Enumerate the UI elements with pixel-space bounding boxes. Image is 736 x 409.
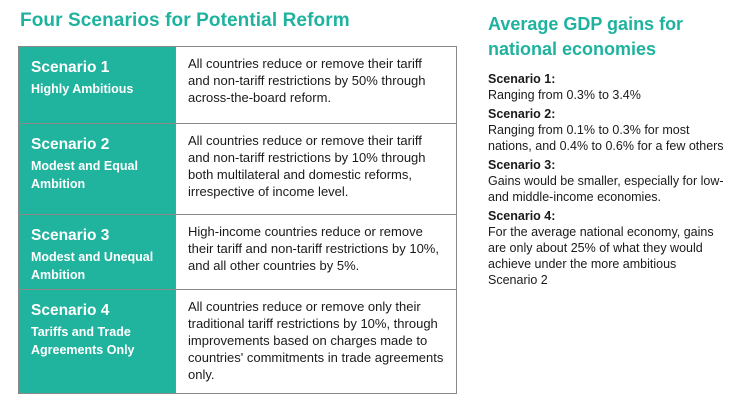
scenario-header-3: [19, 215, 175, 289]
scenarios-title: Four Scenarios for Potential Reform: [20, 10, 350, 31]
gain-label: Scenario 4:: [488, 209, 556, 223]
gain-label: Scenario 3:: [488, 158, 556, 172]
scenario-header-2: [19, 124, 175, 214]
scenarios-table: [18, 46, 457, 394]
gain-text: For the average national economy, gains are only about 25% of what they would achieve under the more ambitious Scenario 2: [488, 225, 714, 287]
gain-label: Scenario 2:: [488, 107, 556, 121]
gain-item-2: [488, 106, 728, 154]
scenario-description: All countries reduce or remove their tariff and non-tariff restrictions by 10% through both multilateral and domestic reforms, irrespective of income level.: [175, 124, 456, 214]
scenario-description: All countries reduce or remove their tariff and non-tariff restrictions by 50% through across-the-board reform.: [175, 47, 456, 123]
gdp-gains-title: Average GDP gains for national economies: [488, 14, 684, 59]
scenario-number: Scenario 1: [31, 59, 110, 76]
gain-text: Ranging from 0.1% to 0.3% for most nations, and 0.4% to 0.6% for a few others: [488, 123, 724, 153]
scenario-name: Highly Ambitious: [31, 82, 134, 96]
gdp-gains-list: [488, 71, 728, 291]
gain-text: Ranging from 0.3% to 3.4%: [488, 88, 641, 102]
scenario-row-3: [19, 214, 456, 289]
gain-item-4: [488, 208, 728, 288]
gain-text: Gains would be smaller, especially for low- and middle-income economies.: [488, 174, 724, 204]
scenario-number: Scenario 4: [31, 302, 110, 319]
scenario-name: Tariffs and Trade Agreements Only: [31, 325, 135, 357]
scenario-header-1: [19, 47, 175, 123]
scenario-name: Modest and Unequal Ambition: [31, 250, 154, 282]
gain-label: Scenario 1:: [488, 72, 556, 86]
scenario-header-4: [19, 290, 175, 393]
scenario-number: Scenario 2: [31, 136, 110, 153]
scenario-description: All countries reduce or remove only their traditional tariff restrictions by 10%, through improvements based on charges made to countries' commitments in trade agreements only.: [175, 290, 456, 393]
scenario-name: Modest and Equal Ambition: [31, 159, 138, 191]
scenario-description: High-income countries reduce or remove their tariff and non-tariff restrictions by 10%, and all other countries by 5%.: [175, 215, 456, 289]
scenario-row-2: [19, 123, 456, 214]
scenario-number: Scenario 3: [31, 227, 110, 244]
gain-item-1: [488, 71, 728, 103]
gain-item-3: [488, 157, 728, 205]
scenario-row-1: [19, 47, 456, 123]
scenario-row-4: [19, 289, 456, 393]
